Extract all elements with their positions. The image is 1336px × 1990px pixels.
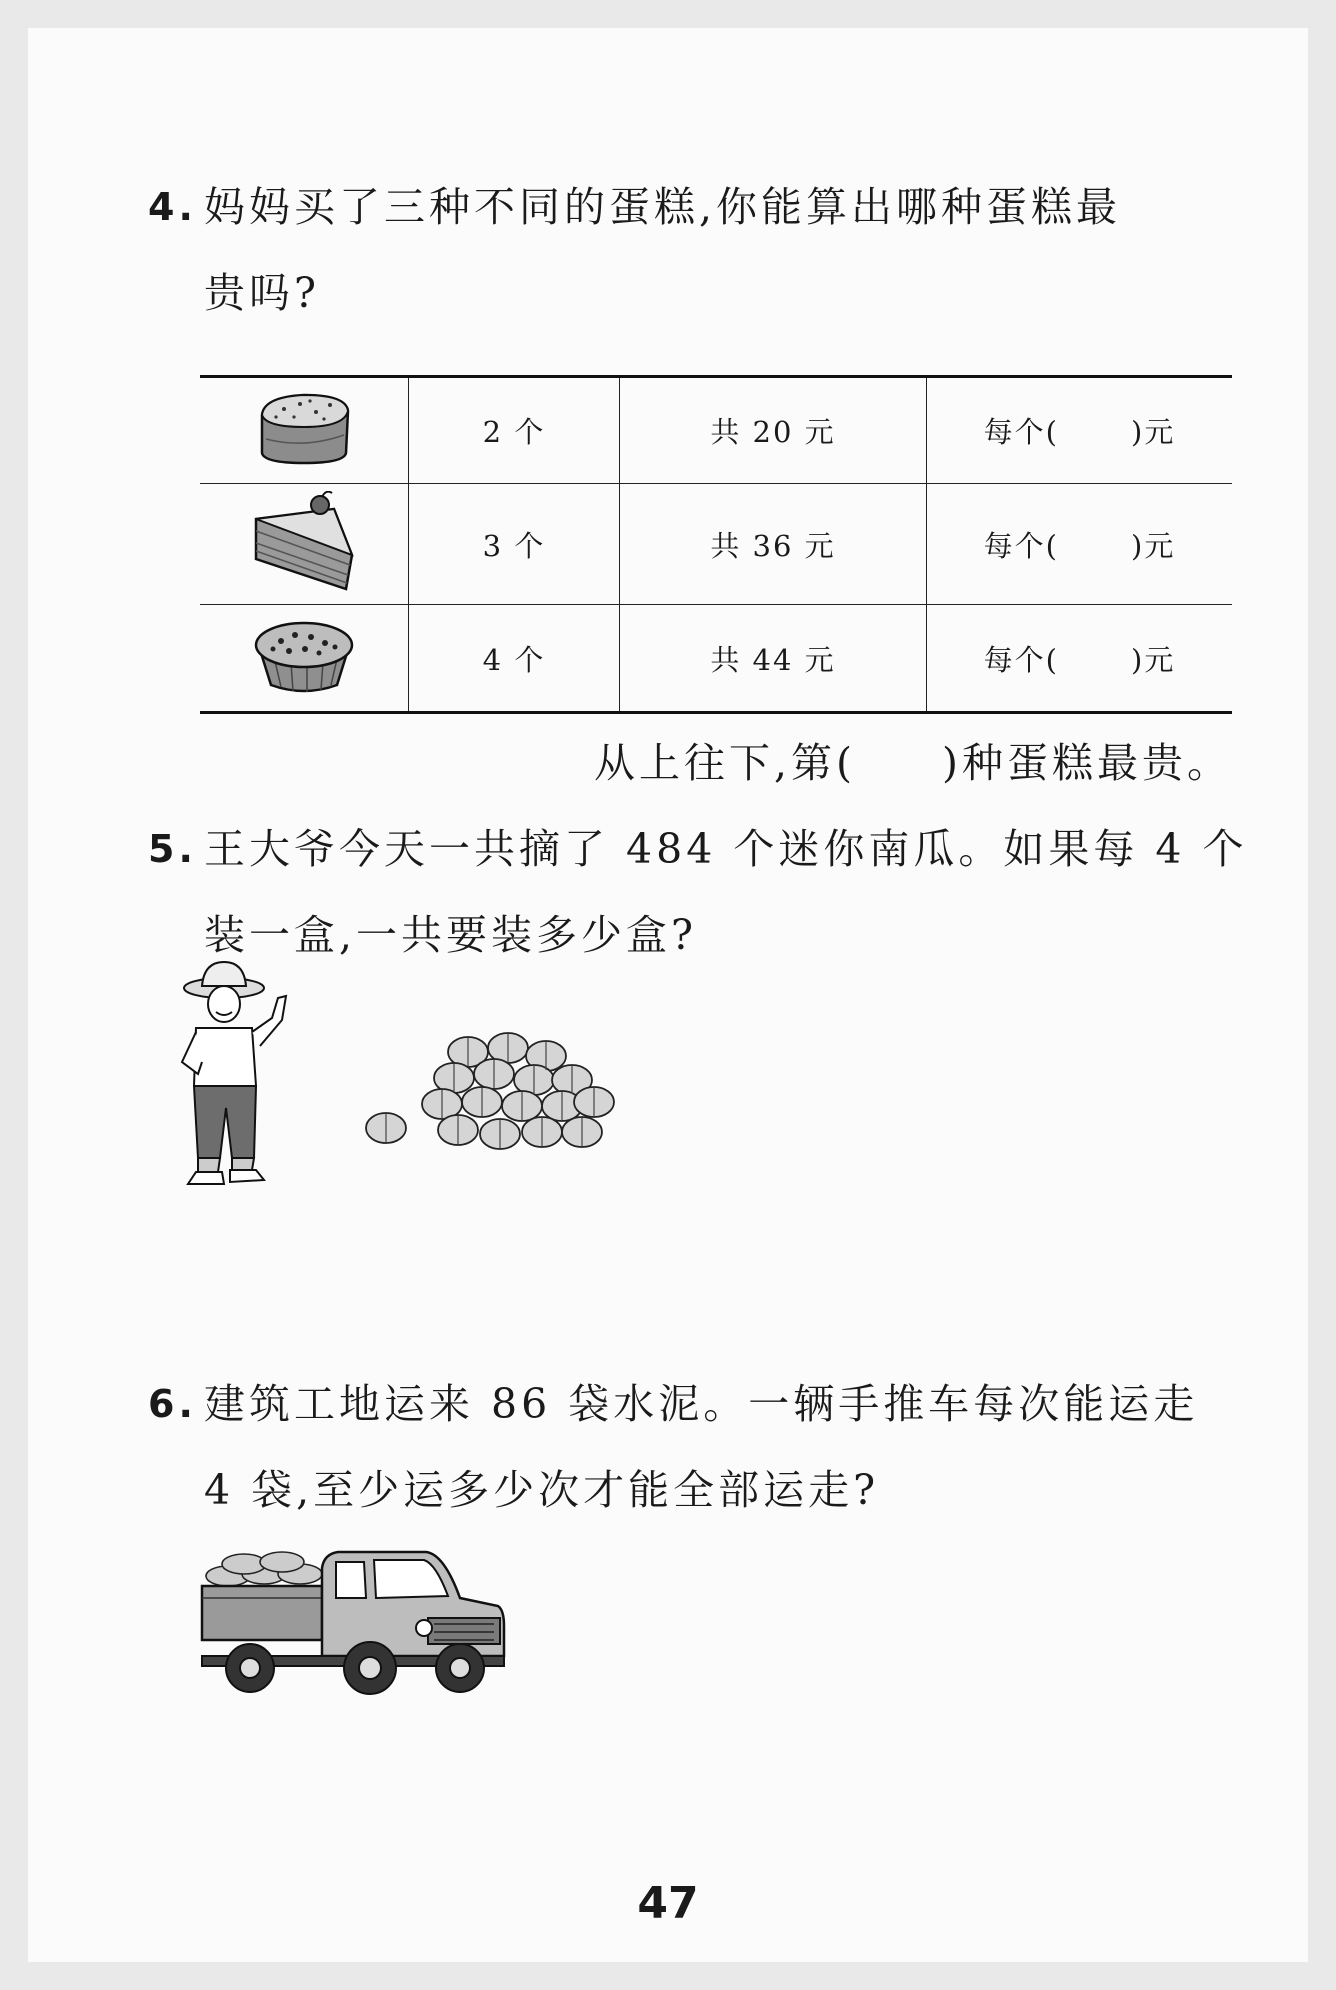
unit-price-prefix: 每个( <box>983 528 1059 563</box>
table-row <box>200 377 1232 484</box>
workbook-page <box>28 28 1308 1962</box>
muffin-icon <box>251 615 357 695</box>
unit-price-prefix: 每个( <box>983 642 1059 677</box>
q4-answer-line <box>594 730 1232 789</box>
page-number: 47 <box>637 1878 699 1929</box>
answer-prefix: 从上往下,第( <box>593 739 856 787</box>
unit-price-cell <box>927 484 1233 605</box>
loaf-cake-icon <box>254 387 354 467</box>
question-number: 5. <box>148 827 197 871</box>
answer-suffix: )种蛋糕最贵。 <box>942 739 1232 787</box>
total-price-cell: 共 20 元 <box>620 377 927 484</box>
cake-image-cell <box>200 605 409 713</box>
cake-image-cell <box>200 484 409 605</box>
question-text-line: 4 袋,至少运多少次才能全部运走? <box>204 1466 880 1514</box>
unit-price-prefix: 每个( <box>983 415 1059 449</box>
farmer-icon <box>168 958 308 1198</box>
quantity-cell: 4 个 <box>409 605 620 713</box>
question-text-line: 装一盒,一共要装多少盒? <box>204 911 698 959</box>
question-number: 4. <box>148 185 197 229</box>
question-number: 6. <box>148 1382 197 1426</box>
pumpkin-pile-icon <box>358 1028 628 1158</box>
total-price-cell: 共 44 元 <box>620 605 927 713</box>
question-text-line: 王大爷今天一共摘了 484 个迷你南瓜。如果每 4 个 <box>204 825 1248 873</box>
question-text-line: 建筑工地运来 86 袋水泥。一辆手推车每次能运走 <box>204 1380 1199 1428</box>
table-row <box>200 484 1232 605</box>
cake-image-cell <box>200 377 409 484</box>
truck-icon <box>198 1548 508 1708</box>
unit-price-suffix: )元 <box>1131 415 1176 449</box>
total-price-cell: 共 36 元 <box>620 484 927 605</box>
cake-slice-icon <box>250 491 358 591</box>
quantity-cell: 3 个 <box>409 484 620 605</box>
quantity-cell: 2 个 <box>409 377 620 484</box>
question-text-line: 妈妈买了三种不同的蛋糕,你能算出哪种蛋糕最 <box>204 183 1122 231</box>
unit-price-suffix: )元 <box>1131 642 1176 677</box>
question-text-line: 贵吗? <box>204 269 320 317</box>
table-row <box>200 605 1232 713</box>
unit-price-cell <box>927 377 1233 484</box>
unit-price-suffix: )元 <box>1131 528 1176 563</box>
unit-price-cell <box>927 605 1233 713</box>
cake-price-table <box>200 375 1232 714</box>
